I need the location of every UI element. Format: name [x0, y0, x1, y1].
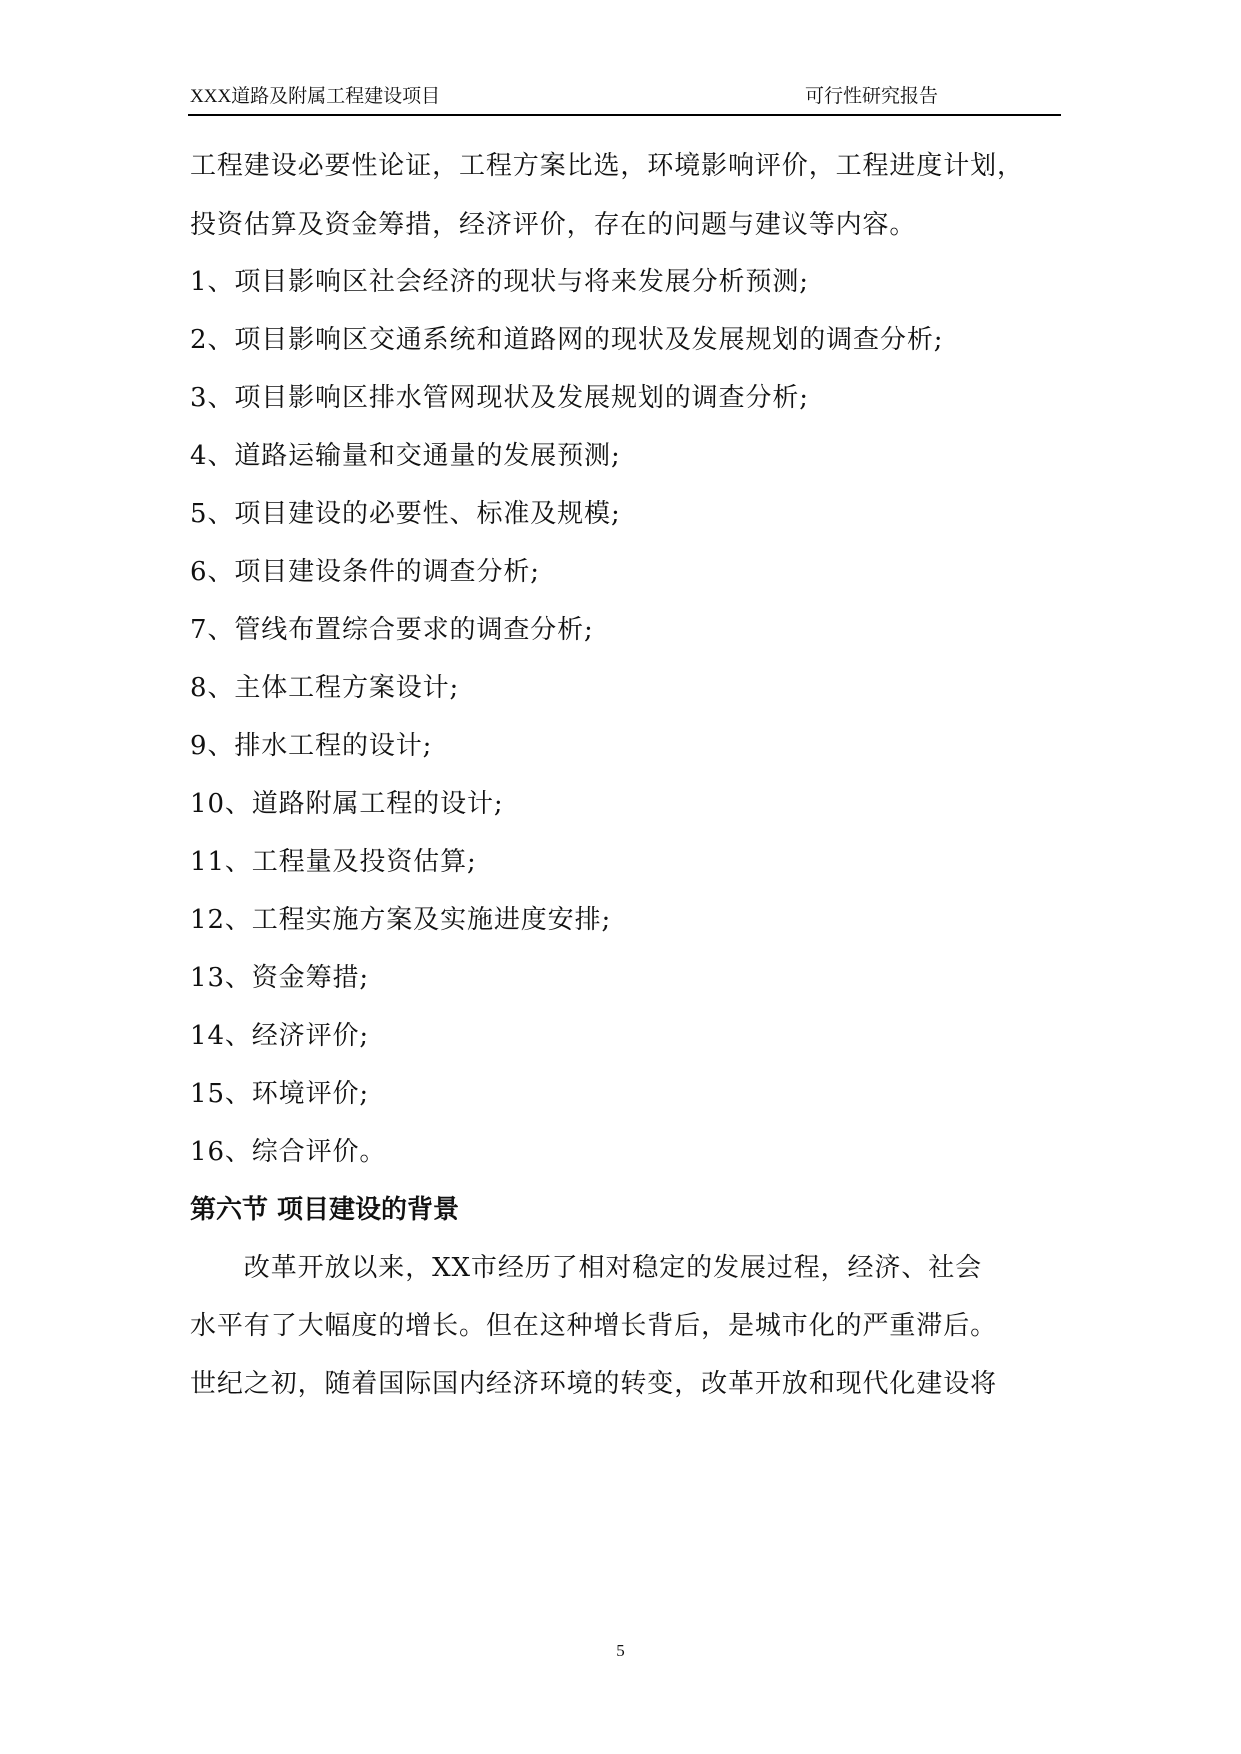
list-item: 2、项目影响区交通系统和道路网的现状及发展规划的调查分析;: [190, 325, 944, 355]
list-item: 12、工程实施方案及实施进度安排;: [190, 905, 612, 935]
list-item: 4、道路运输量和交通量的发展预测;: [190, 441, 621, 471]
intro-line-1: 工程建设必要性论证，工程方案比选，环境影响评价，工程进度计划，: [190, 151, 1024, 181]
page-number: 5: [616, 1641, 625, 1660]
list-item: 6、项目建设条件的调查分析;: [190, 557, 540, 587]
paragraph-line: 世纪之初，随着国际国内经济环境的转变，改革开放和现代化建设将: [190, 1369, 998, 1399]
paragraph-line: 水平有了大幅度的增长。但在这种增长背后，是城市化的严重滞后。: [190, 1311, 998, 1341]
section-heading: 第六节 项目建设的背景: [190, 1195, 460, 1225]
list-item: 5、项目建设的必要性、标准及规模;: [190, 499, 621, 529]
paragraph-line: 改革开放以来，XX市经历了相对稳定的发展过程，经济、社会: [190, 1253, 983, 1283]
list-item: 14、经济评价;: [190, 1021, 370, 1051]
list-item: 15、环境评价;: [190, 1079, 370, 1109]
list-item: 9、排水工程的设计;: [190, 731, 433, 761]
list-item: 16、综合评价。: [190, 1137, 387, 1167]
list-item: 8、主体工程方案设计;: [190, 673, 460, 703]
header-document-title: XXX道路及附属工程建设项目: [190, 86, 441, 107]
page-header: [188, 86, 1061, 116]
header-report-type: 可行性研究报告: [805, 86, 939, 107]
list-item: 3、项目影响区排水管网现状及发展规划的调查分析;: [190, 383, 809, 413]
list-item: 10、道路附属工程的设计;: [190, 789, 504, 819]
list-item: 1、项目影响区社会经济的现状与将来发展分析预测;: [190, 267, 809, 297]
list-item: 7、管线布置综合要求的调查分析;: [190, 615, 594, 645]
list-item: 11、工程量及投资估算;: [190, 847, 477, 877]
intro-line-2: 投资估算及资金筹措，经济评价，存在的问题与建议等内容。: [190, 210, 917, 240]
list-item: 13、资金筹措;: [190, 963, 370, 993]
